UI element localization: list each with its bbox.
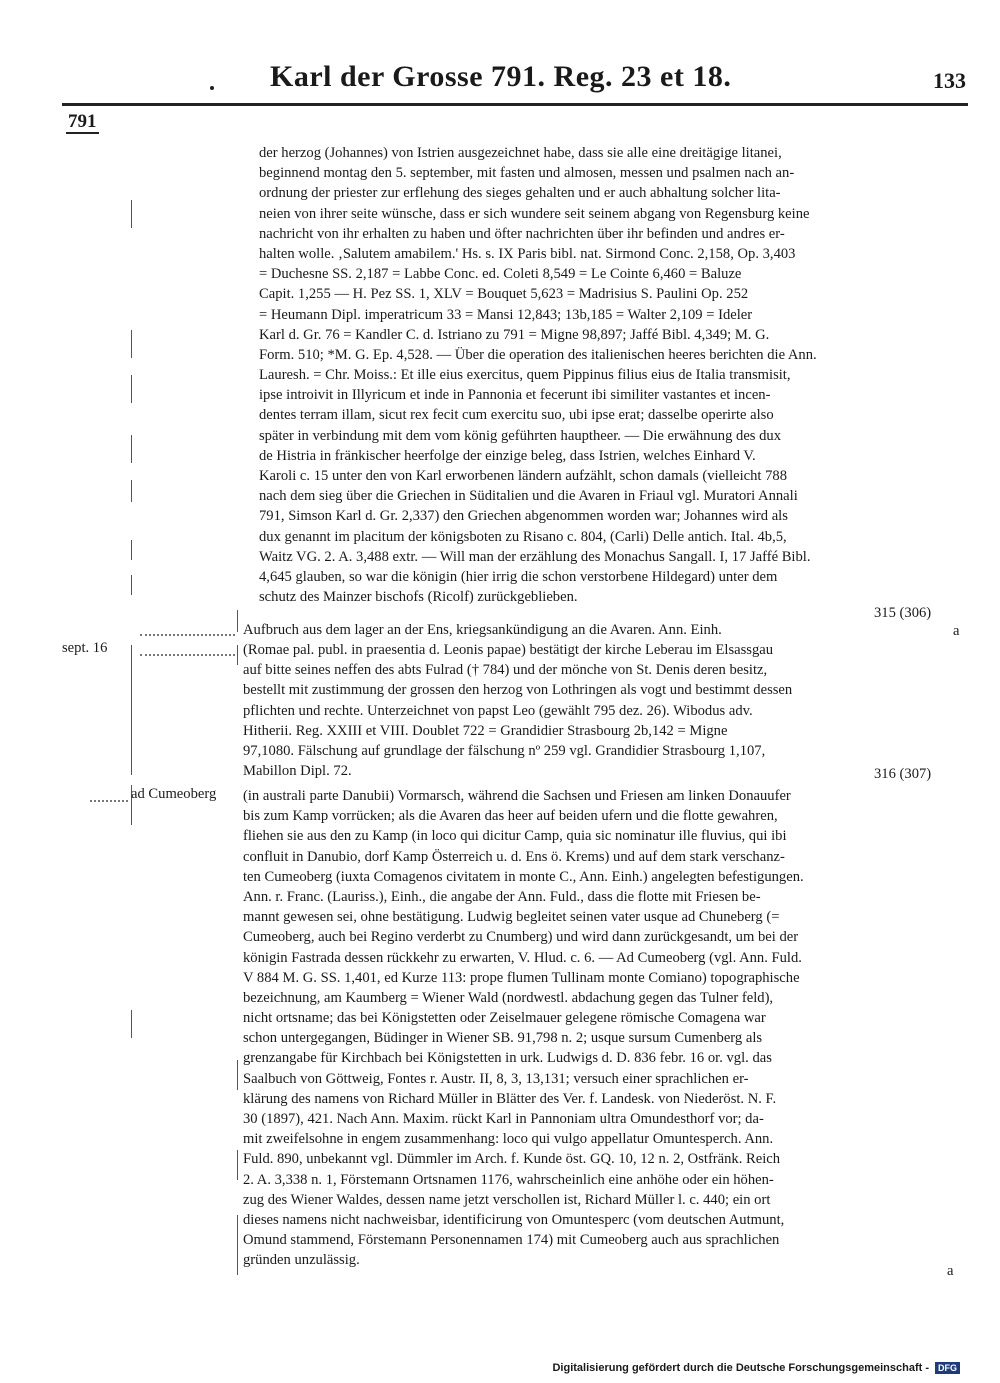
margin-rule (131, 1010, 132, 1038)
entry-number: 315 (306) (874, 605, 932, 621)
text-line: dentes terram illam, sicut rex fecit cum exercitu suo, ubi ipse erat; dasselbe operirte also (259, 407, 774, 424)
text-line: 30 (1897), 421. Nach Ann. Maxim. rückt Karl in Pannoniam ultra Omundesthorf vor; da- (243, 1111, 764, 1127)
text-line: fliehen sie aus den zu Kamp (in loco qui dicitur Camp, quia sic nominatur ille fluvius, qui ibi (243, 828, 787, 845)
text-line: = Heumann Dipl. imperatricum 33 = Mansi 12,843; 13b,185 = Walter 2,109 = Ideler (259, 306, 753, 323)
page-header (60, 60, 972, 100)
text-line: Capit. 1,255 — H. Pez SS. 1, XLV = Bouquet 5,623 = Madrisius S. Paulini Op. 252 (259, 286, 749, 303)
text-line: dieses namens nicht nachweisbar, identificirung von Omuntesperc (vom deutschen Autmunt, (243, 1211, 785, 1228)
text-line: schon untergegangen, Büdinger in Wiener SB. 91,798 n. 2; usque sursum Cumenberg als (243, 1030, 763, 1047)
text-line: pflichten und rechte. Unterzeichnet von papst Leo (gewählt 795 dez. 26). Wibodus adv. (243, 702, 753, 719)
text-line: grenzangabe für Kirchbach bei Königstetten in urk. Ludwigs d. D. 836 febr. 16 or. vgl. das (243, 1050, 772, 1067)
dfg-logo: DFG (935, 1362, 960, 1374)
text-line: Omund stammend, Förstemann Personennamen 174) mit Cumeoberg auch aus sprachlichen (243, 1232, 780, 1249)
text-line: zug des Wiener Waldes, dessen name jetzt verschollen ist, Richard Müller l. c. 440; ein ort (243, 1191, 771, 1208)
text-line: Lauresh. = Chr. Moiss.: Et ille eius exercitus, quem Pippinus filius eius de Italia transmisit, (259, 367, 791, 384)
margin-rule (237, 610, 238, 632)
dotted-leader (90, 800, 128, 802)
header-rule (62, 103, 968, 106)
text-line: nicht ortsname; das bei Königstetten oder Zeiselmauer gelegene römische Comagena war (243, 1010, 766, 1027)
text-line: mit zweifelsohne in engem zusammenhang: loco qui vulgo appellatur Omuntesperch. Ann. (243, 1131, 774, 1148)
margin-rule (131, 480, 132, 502)
margin-rule (237, 1060, 238, 1090)
entry-316-text (243, 640, 965, 781)
text-line: V 884 M. G. SS. 1,401, ed Kurze 113: prope flumen Tullinam monte Comiano) topographische (243, 969, 800, 986)
margin-rule (131, 200, 132, 228)
entry-place: ad Cumeoberg (131, 786, 217, 802)
text-line: halten wolle. ‚Salutem amabilem.' Hs. s. IX Paris bibl. nat. Sirmond Conc. 2,158, Op. 3,403 (259, 245, 796, 262)
text-line: gründen unzulässig. (243, 1252, 360, 1269)
entry-number: 316 (307) (874, 766, 932, 782)
text-line: auf bitte seines neffen des abts Fulrad († 784) und der mönche von St. Denis deren besitz, (243, 662, 768, 679)
text-line: 4,645 glauben, so war die königin (hier irrig die schon verstorbene Hildegard) unter dem (259, 568, 778, 585)
entry-date: sept. 16 (62, 640, 108, 656)
text-line: 97,1080. Fälschung auf grundlage der fälschung nº 259 vgl. Grandidier Strasbourg 1,107, (243, 742, 766, 759)
text-line: bis zum Kamp vorrücken; als die Avaren das heer auf beiden ufern und die flotte gewahren, (243, 808, 778, 825)
margin-rule (131, 575, 132, 595)
text-line: Aufbruch aus dem lager an der Ens, kriegsankündigung an die Avaren. Ann. Einh. (243, 622, 722, 638)
text-line: klärung des namens von Richard Müller in Blätter des Ver. f. Landesk. von Niederöst. N. F. (243, 1090, 777, 1107)
text-line: später in verbindung mit dem vom könig geführten hauptheer. — Die erwähnung des dux (259, 427, 782, 444)
entry-march-text (243, 620, 943, 640)
text-line: Mabillon Dipl. 72. (243, 763, 352, 780)
text-line: 791, Simson Karl d. Gr. 2,337) den Griechen abgenommen worden war; Johannes wird als (259, 508, 788, 525)
text-line: = Duchesne SS. 2,187 = Labbe Conc. ed. Coleti 8,549 = Le Cointe 6,460 = Baluze (259, 266, 742, 283)
page-number: 133 (933, 68, 966, 93)
margin-rule (237, 1150, 238, 1180)
text-line: ordnung der priester zur erflehung des sieges gehalten und er auch abhaltung solcher lita- (259, 185, 781, 202)
text-line: Form. 510; *M. G. Ep. 4,528. — Über die operation des italienischen heeres berichten die Ann. (259, 346, 817, 363)
text-line: Karl d. Gr. 76 = Kandler C. d. Istriano zu 791 = Migne 98,897; Jaffé Bibl. 4,349; M. G. (259, 326, 770, 343)
footer-text: Digitalisierung gefördert durch die Deutsche Forschungsgemeinschaft - (552, 1362, 929, 1374)
text-line: mannt gewesen sei, ohne bestätigung. Ludwig begleitet seinen vater usque ad Chuneberg (= (243, 909, 780, 926)
running-title: Karl der Grosse 791. Reg. 23 et 18. (270, 60, 732, 93)
text-line: der herzog (Johannes) von Istrien ausgezeichnet habe, dass sie alle eine dreitägige litanei, (259, 145, 782, 161)
text-line: ipse introivit in Illyricum et inde in Pannonia et fecerunt ibi similiter vastantes et incen- (259, 387, 771, 404)
margin-rule (237, 1215, 238, 1275)
text-line: confluit in Danubio, dorf Kamp Österreich u. d. Ens ö. Krems) und auf dem stark verschanz- (243, 848, 785, 865)
text-line: (Romae pal. publ. in praesentia d. Leonis papae) bestätigt der kirche Leberau im Elsassgau (243, 642, 774, 658)
dotted-leader (140, 634, 235, 636)
entry-cumeoberg-text (243, 786, 965, 1271)
text-line: königin Fastrada dessen rückkehr zu erwarten, V. Hlud. c. 6. — Ad Cumeoberg (vgl. Ann. Fuld. (243, 949, 802, 966)
footer (552, 1362, 960, 1374)
text-line: dux genannt im placitum der königsboten zu Risano c. 804, (Carli) Delle antich. Ital. 4b,5, (259, 528, 787, 545)
text-line: nachricht von ihr erhalten zu haben und öfter nachrichten über ihr befinden und andres er- (259, 225, 785, 242)
text-line: ten Cumeoberg (iuxta Comagenos civitatem in monte C., Ann. Einh.) angelegten befestigungen. (243, 868, 804, 885)
margin-rule (237, 645, 238, 665)
text-line: de Histria in fränkischer heerfolge der einzige beleg, dass Istrien, welches Einhard V. (259, 447, 756, 464)
text-line: Fuld. 890, unbekannt vgl. Dümmler im Arch. f. Kunde öst. GQ. 10, 12 n. 2, Ostfränk. Reich (243, 1151, 781, 1168)
text-line: Cumeoberg, auch bei Regino verderbt zu Cnumberg) und wird dann zurückgesandt, um bei der (243, 929, 799, 946)
text-line: neien von ihrer seite wünsche, dass er sich wundere seit seinem abgang von Regensburg keine (259, 205, 810, 222)
year-marker: 791 (68, 111, 97, 132)
margin-rule (131, 375, 132, 403)
margin-rule (131, 645, 132, 775)
text-line: bezeichnung, am Kaumberg = Wiener Wald (nordwestl. abdachung gegen das Tulner feld), (243, 989, 774, 1006)
text-line: (in australi parte Danubii) Vormarsch, während die Sachsen und Friesen am linken Donauufer (243, 788, 791, 804)
header-dot (210, 86, 214, 90)
text-line: 2. A. 3,338 n. 1, Förstemann Ortsnamen 1176, wahrscheinlich eine anhöhe oder ein höhen- (243, 1171, 774, 1188)
text-line: Hitherii. Reg. XXIII et VIII. Doublet 722 = Grandidier Strasbourg 2b,142 = Migne (243, 722, 728, 739)
text-line: bestellt mit zustimmung der grossen den herzog von Lothringen als vogt und bestimmt dessen (243, 682, 793, 699)
margin-rule (131, 540, 132, 560)
entry-315-text (259, 143, 965, 607)
text-line: Waitz VG. 2. A. 3,488 extr. — Will man der erzählung des Monachus Sangall. I, 17 Jaffé Bibl. (259, 548, 811, 565)
text-line: nach dem sieg über die Griechen in Süditalien und die Avaren in Friaul vgl. Muratori Annali (259, 488, 798, 505)
text-line: Ann. r. Franc. (Lauriss.), Einh., die angabe der Ann. Fuld., dass die flotte mit Friesen be- (243, 888, 761, 905)
text-line: Karoli c. 15 unter den von Karl erworbenen ländern aufzählt, schon damals (vielleicht 788 (259, 468, 788, 484)
margin-rule (131, 435, 132, 463)
text-line: schutz des Mainzer bischofs (Ricolf) zurückgeblieben. (259, 589, 578, 606)
entry-suffix: a (953, 623, 960, 639)
text-line: Saalbuch von Göttweig, Fontes r. Austr. II, 8, 3, 13,131; versuch einer sprachlichen er- (243, 1070, 749, 1087)
entry-suffix: a (947, 1263, 954, 1279)
margin-rule (131, 330, 132, 358)
text-line: beginnend montag den 5. september, mit fasten und almosen, messen und psalmen nach an- (259, 165, 795, 182)
dotted-leader (140, 654, 235, 656)
